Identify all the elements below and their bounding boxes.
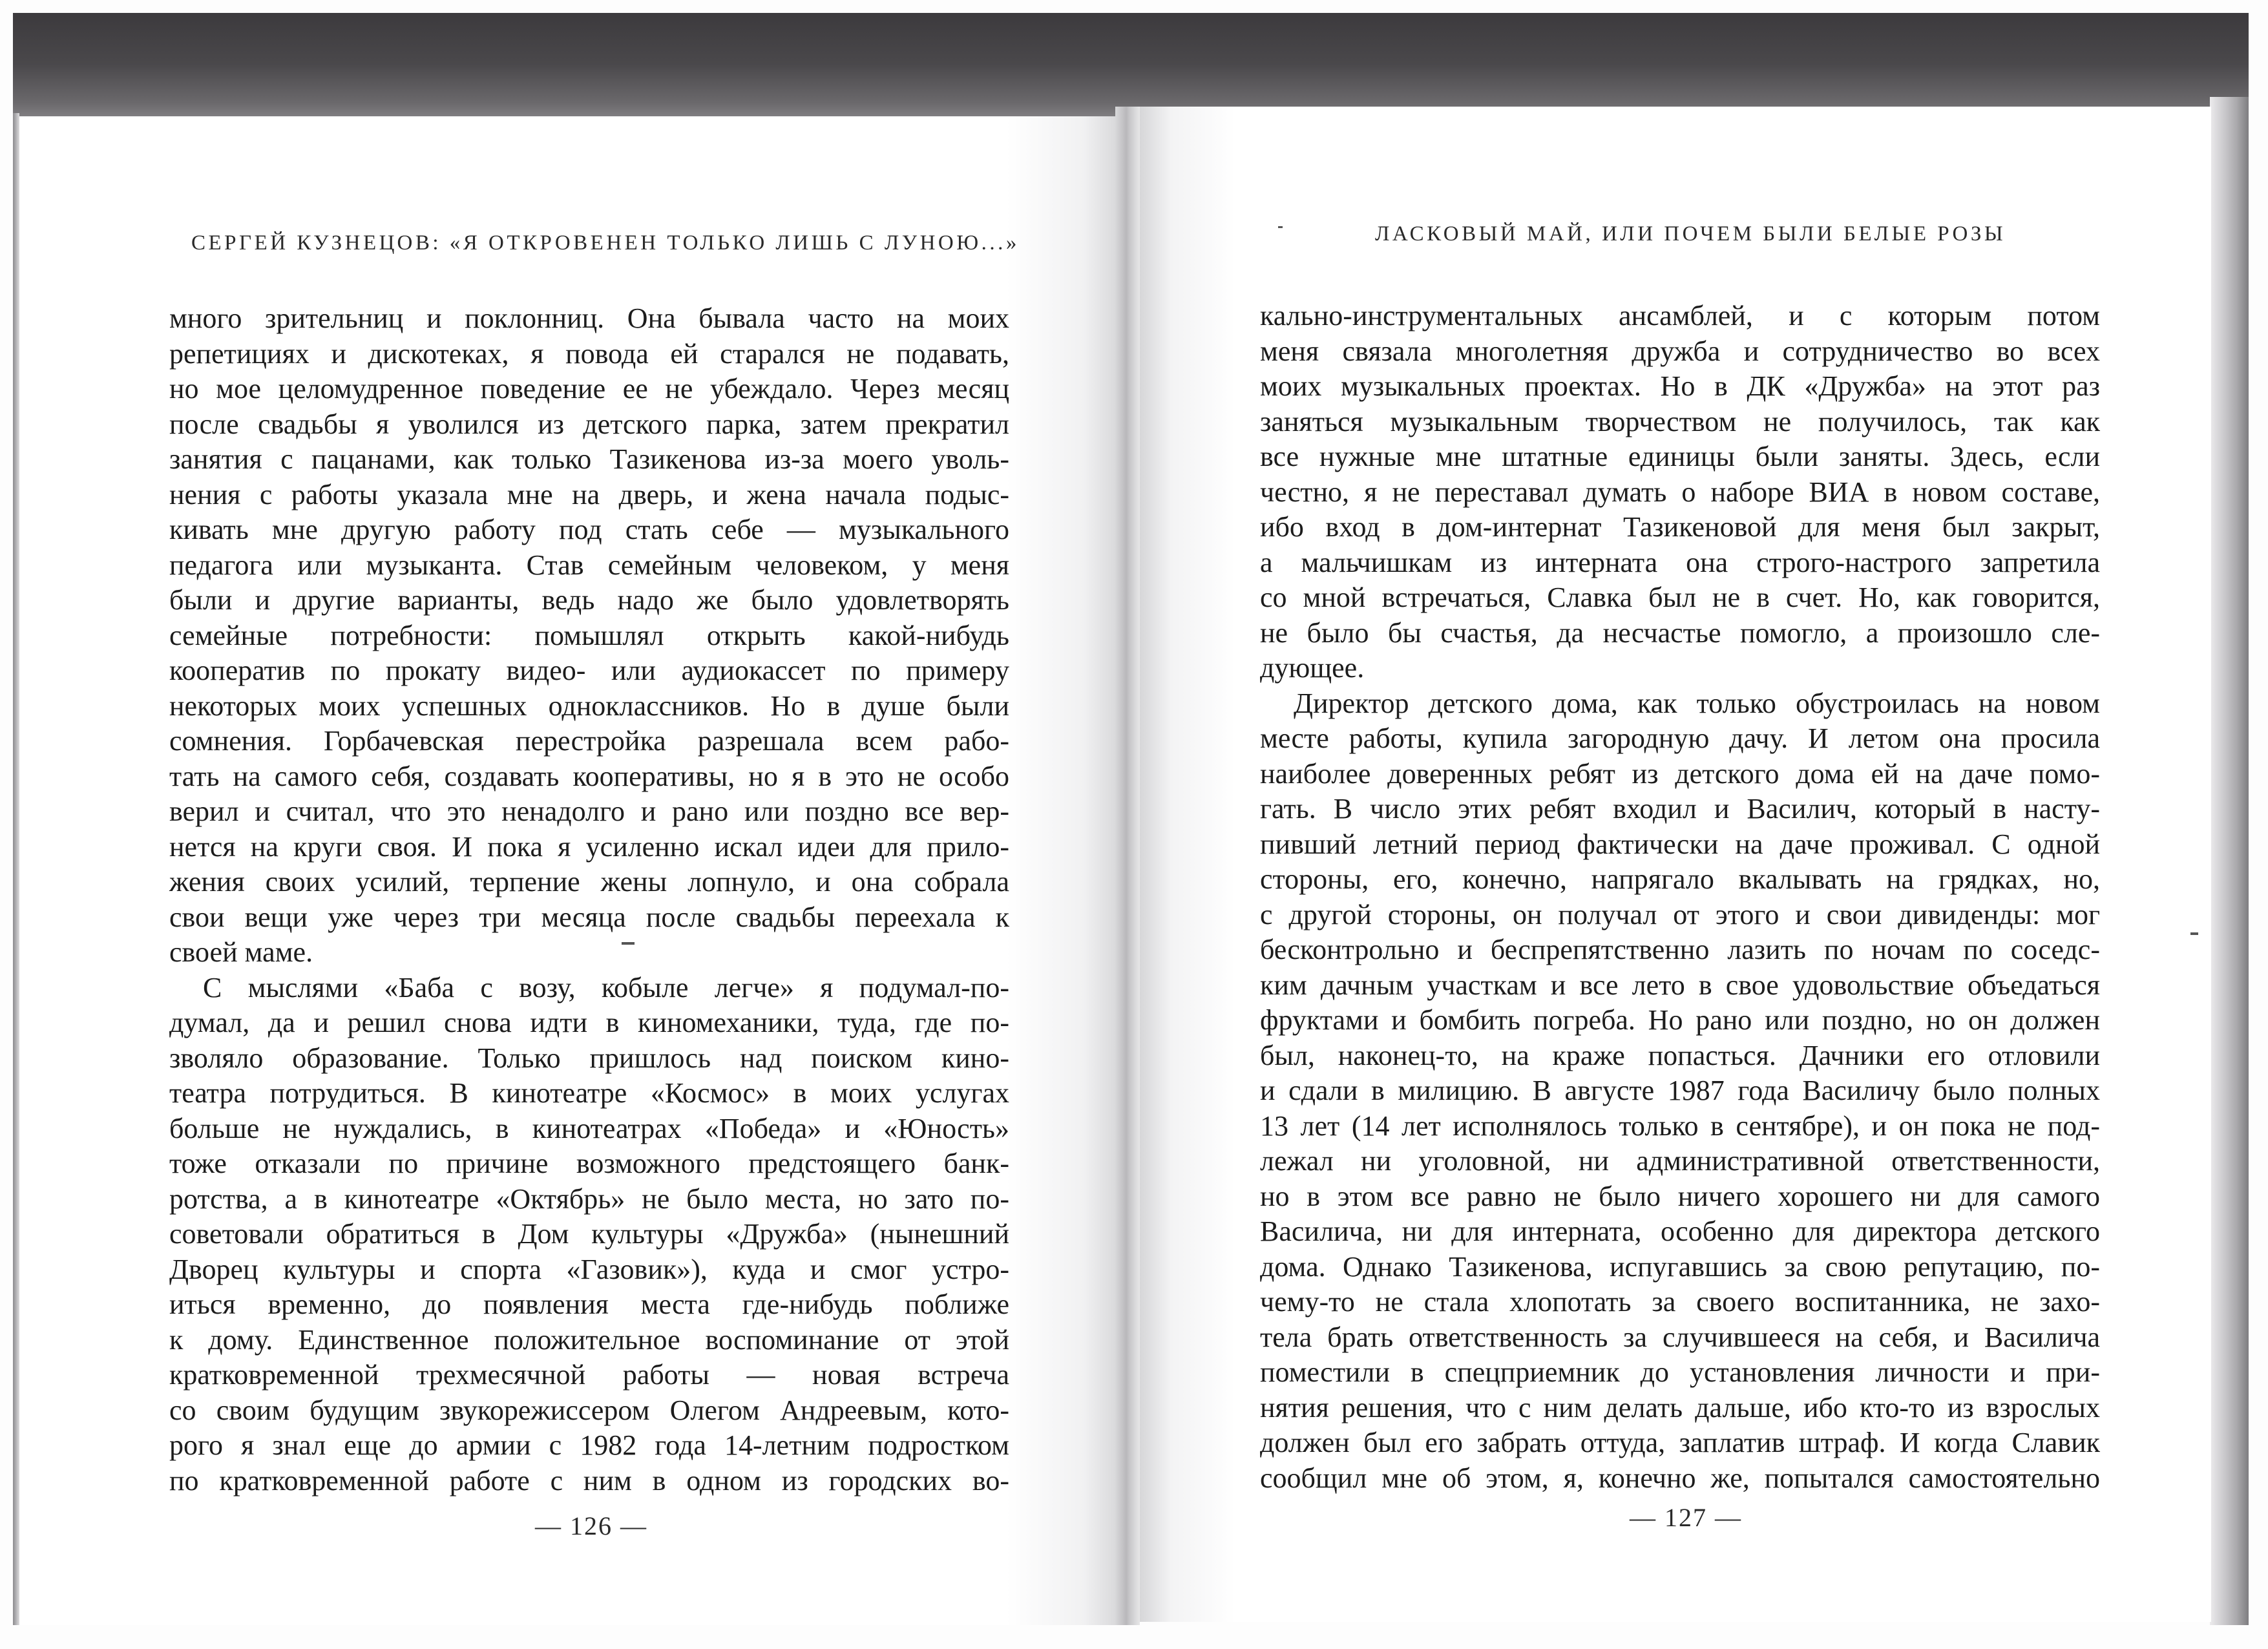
text-line: С мыслями «Баба с возу, кобыле легче» я подумал-по- xyxy=(203,971,1009,1003)
text-line: лежал ни уголовной, ни административной ответственности, xyxy=(1260,1145,2100,1177)
text-line: театра потрудиться. В кинотеатре «Космос» в моих услугах xyxy=(169,1077,1009,1109)
text-line: моих музыкальных проектах. Но в ДК «Дружба» на этот раз xyxy=(1260,370,2100,402)
text-line: верил и считал, что это ненадолго и рано или поздно все вер- xyxy=(169,795,1009,827)
text-line: а мальчишкам из интерната она строго-настрого запретила xyxy=(1260,546,2100,578)
text-line: дующее. xyxy=(1260,652,1365,684)
text-line: 13 лет (14 лет исполнялось только в сентябре), и он пока не под- xyxy=(1260,1109,2100,1142)
text-line: тать на самого себя, создавать кооперативы, но я в это не особо xyxy=(169,760,1009,792)
left-page-number: — 126 — xyxy=(535,1511,647,1540)
text-line: много зрительниц и поклонниц. Она бывала часто на моих xyxy=(169,302,1009,334)
text-line: меня связала многолетняя дружба и сотрудничество во всех xyxy=(1260,335,2100,367)
text-line: Директор детского дома, как только обустроилась на новом xyxy=(1294,687,2100,719)
text-line: нятия решения, что с ним делать дальше, ибо кто-то из взрослых xyxy=(1260,1391,2100,1423)
text-line: честно, я не переставал думать о наборе ВИА в новом составе, xyxy=(1260,476,2100,508)
text-line: и сдали в милицию. В августе 1987 года Василичу было полных xyxy=(1260,1075,2100,1106)
text-line: жения своих усилий, терпение жены лопнуло, и она собрала xyxy=(169,866,1009,898)
text-line: пивший летний период фактически на даче проживал. С одной xyxy=(1260,828,2100,860)
text-line: кратковременной трехмесячной работы — новая встреча xyxy=(169,1359,1009,1391)
text-line: советовали обратиться в Дом культуры «Дружба» (нынешний xyxy=(169,1218,1009,1250)
text-line: но мое целомудренное поведение ее не убеждало. Через месяц xyxy=(169,373,1009,404)
text-line: свои вещи уже через три месяца после свадьбы переехала к xyxy=(169,901,1009,933)
text-line: Василича, ни для интерната, особенно для директора детского xyxy=(1260,1215,2100,1247)
book-edge-left xyxy=(13,113,19,1625)
text-line: стороны, его, конечно, напрягало вкалывать на грядках, но, xyxy=(1260,863,2100,895)
text-line: нения с работы указала мне на дверь, и жена начала подыс- xyxy=(169,478,1009,510)
text-line: занятия с пацанами, как только Тазикенова из-за моего уволь- xyxy=(169,443,1009,475)
text-line: ибо вход в дом-интернат Тазикеновой для меня был закрыт, xyxy=(1260,511,2100,543)
text-line: со мной встречаться, Славка был не в счет. Но, как говорится, xyxy=(1260,582,2100,613)
text-line: с другой стороны, он получал от этого и свои дивиденды: мог xyxy=(1260,898,2100,930)
text-line: сообщил мне об этом, я, конечно же, попытался самостоятельно xyxy=(1260,1462,2100,1494)
text-line: дома. Однако Тазикенова, испугавшись за свою репутацию, по- xyxy=(1260,1250,2100,1283)
right-page-text xyxy=(1260,299,2100,1496)
text-line: не было бы счастья, да несчастье помогло, а произошло сле- xyxy=(1260,616,2100,649)
text-line: ким дачным участкам и все лето в свое удовольствие объедаться xyxy=(1260,969,2100,1001)
text-line: нется на круги своя. И пока я усиленно искал идеи для прило- xyxy=(169,830,1009,863)
text-line: больше не нуждались, в кинотеатрах «Победа» и «Юность» xyxy=(169,1112,1009,1144)
right-page-number: — 127 — xyxy=(1630,1503,1742,1532)
text-line: семейные потребности: помышлял открыть какой-нибудь xyxy=(169,619,1009,651)
text-line: все нужные мне штатные единицы были заняты. Здесь, если xyxy=(1260,441,2100,472)
text-line: кально-инструментальных ансамблей, и с которым потом xyxy=(1260,300,2100,331)
left-page-text xyxy=(169,301,1009,1498)
text-line: сомнения. Горбачевская перестройка разрешала всем рабо- xyxy=(169,725,1009,757)
text-line: кивать мне другую работу под стать себе — музыкального xyxy=(169,514,1009,545)
text-line: заняться музыкальным творчеством не получилось, так как xyxy=(1260,405,2100,437)
text-line: зволяло образование. Только пришлось над поиском кино- xyxy=(169,1042,1009,1074)
text-line: поместили в спецприемник до установления личности и при- xyxy=(1260,1356,2100,1388)
right-running-head: ЛАСКОВЫЙ МАЙ, ИЛИ ПОЧЕМ БЫЛИ БЕЛЫЕ РОЗЫ xyxy=(1375,222,2006,246)
scan-speck xyxy=(2190,932,2198,935)
text-line: гать. В число этих ребят входил и Василич, который в насту- xyxy=(1260,793,2100,824)
text-line: думал, да и решил снова идти в киномеханики, туда, где по- xyxy=(169,1007,1009,1038)
text-line: чему-то не стала хлопотать за своего воспитанника, не захо- xyxy=(1260,1286,2100,1318)
text-line: фруктами и бомбить погреба. Но рано или поздно, но он должен xyxy=(1260,1004,2100,1036)
text-line: тела брать ответственность за случившееся на себя, и Василича xyxy=(1260,1321,2100,1353)
left-running-head: СЕРГЕЙ КУЗНЕЦОВ: «Я ОТКРОВЕНЕН ТОЛЬКО ЛИШЬ С ЛУНОЮ...» xyxy=(191,231,1020,255)
text-line: кооператив по прокату видео- или аудиокассет по примеру xyxy=(169,655,1009,686)
text-line: своей маме. xyxy=(169,936,313,968)
text-line: наиболее доверенных ребят из детского дома ей на даче помо- xyxy=(1260,757,2100,790)
scan-speck xyxy=(1278,226,1283,228)
text-line: иться временно, до появления места где-нибудь поближе xyxy=(169,1288,1009,1320)
text-line: педагога или музыканта. Став семейным человеком, у меня xyxy=(169,549,1009,581)
text-line: по кратковременной работе с ним в одном из городских во- xyxy=(169,1464,1009,1497)
text-line: но в этом все равно не было ничего хорошего ни для самого xyxy=(1260,1180,2100,1212)
text-line: были и другие варианты, ведь надо же было удовлетворять xyxy=(169,584,1009,616)
text-line: после свадьбы я уволился из детского парка, затем прекратил xyxy=(169,408,1009,440)
text-line: ротства, а в кинотеатре «Октябрь» не было места, но зато по- xyxy=(169,1182,1009,1215)
text-line: некоторых моих успешных одноклассников. Но в душе были xyxy=(169,689,1009,722)
text-line: рого я знал еще до армии с 1982 года 14-летним подростком xyxy=(169,1429,1009,1461)
text-line: Дворец культуры и спорта «Газовик»), куда и смог устро- xyxy=(169,1253,1009,1285)
text-line: был, наконец-то, на краже попасться. Дачники его отловили xyxy=(1260,1039,2100,1071)
scan-speck xyxy=(622,942,635,945)
text-line: к дому. Единственное положительное воспоминание от этой xyxy=(169,1323,1009,1356)
text-line: со своим будущим звукорежиссером Олегом Андреевым, кото- xyxy=(169,1394,1009,1426)
text-line: месте работы, купила загородную дачу. И летом она просила xyxy=(1260,722,2100,754)
book-gutter xyxy=(1115,107,1140,1625)
text-line: репетициях и дискотеках, я повода ей старался не подавать, xyxy=(169,337,1009,370)
text-line: должен был его забрать оттуда, заплатив штраф. И когда Славик xyxy=(1260,1427,2100,1458)
book-edge-right xyxy=(2210,97,2249,1625)
text-line: бесконтрольно и беспрепятственно лазить по ночам по соседс- xyxy=(1260,934,2100,965)
text-line: тоже отказали по причине возможного предстоящего банк- xyxy=(169,1148,1009,1179)
